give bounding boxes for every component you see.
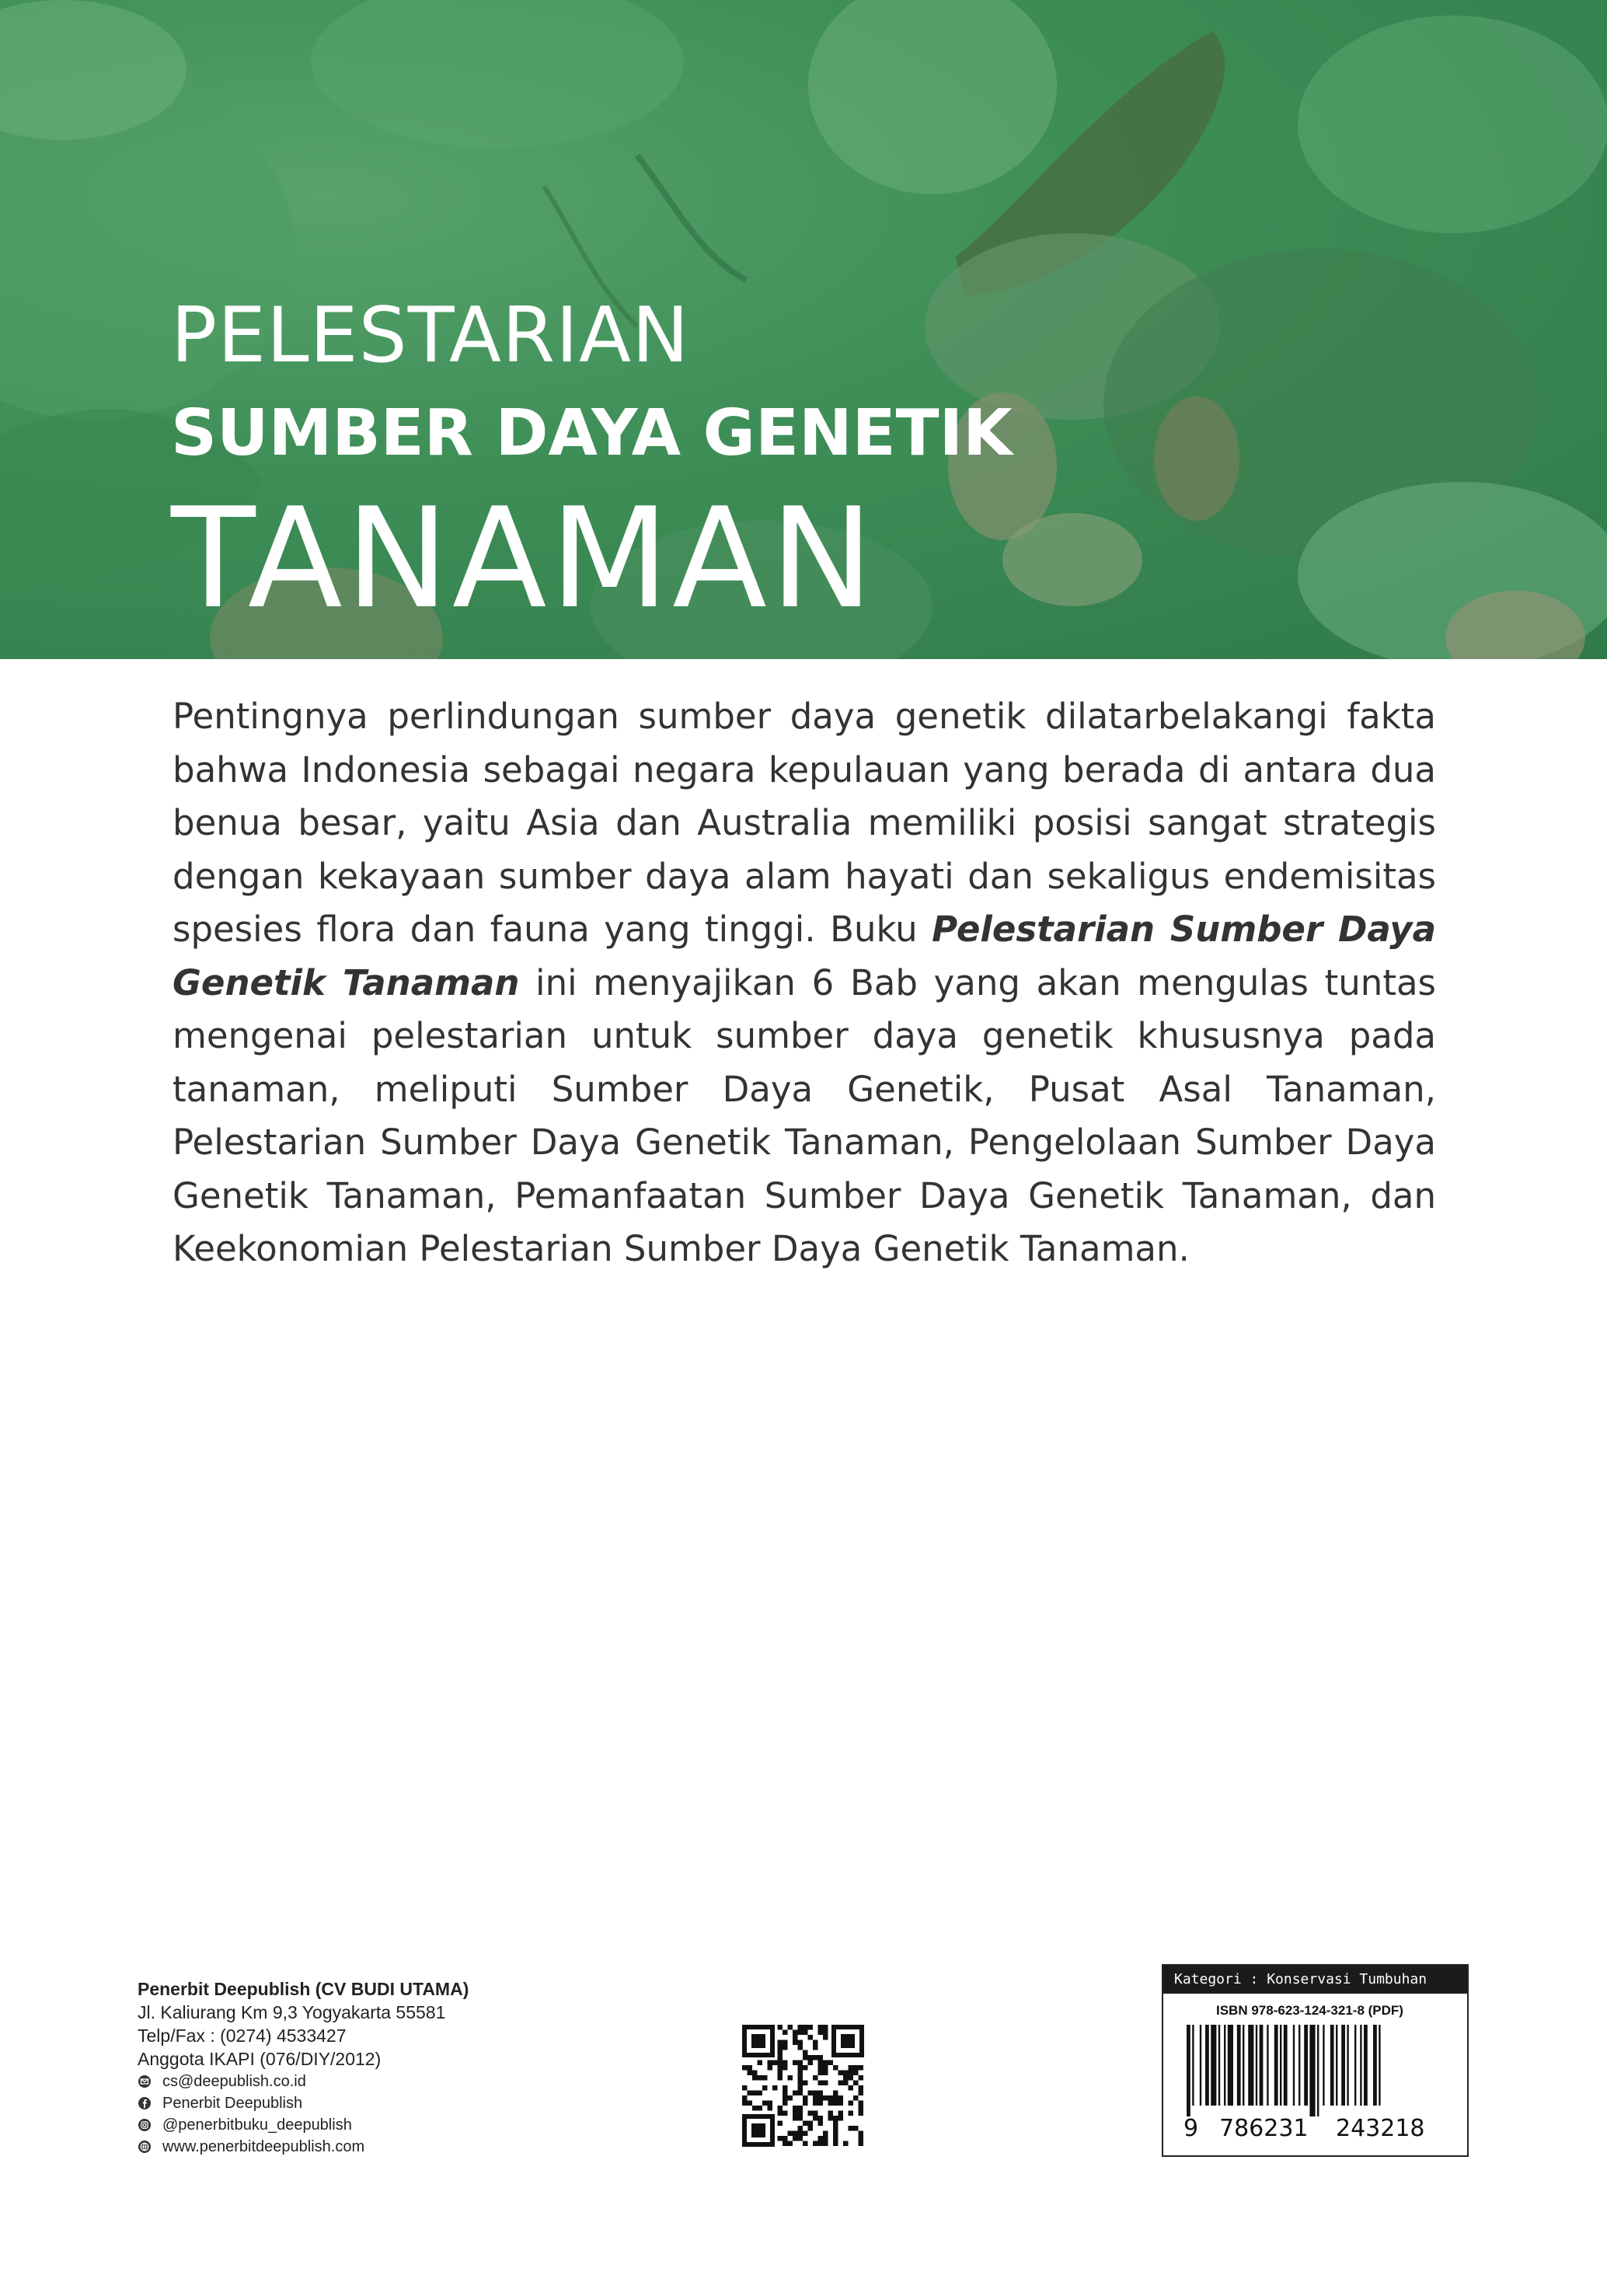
contact-email — [138, 2071, 469, 2092]
publisher-name: Penerbit Deepublish (CV BUDI UTAMA) — [138, 1979, 469, 1999]
publisher-address: Jl. Kaliurang Km 9,3 Yogyakarta 55581 — [138, 2002, 446, 2022]
qr-code — [742, 2025, 864, 2147]
title-line-1: PELESTARIAN — [171, 291, 690, 380]
contact-website — [138, 2136, 469, 2158]
cover-banner — [0, 0, 1607, 659]
book-description — [173, 690, 1436, 1276]
title-line-3: TANAMAN — [171, 478, 877, 639]
category-label: Kategori : Konservasi Tumbuhan — [1163, 1966, 1467, 1994]
publisher-phone: Telp/Fax : (0274) 4533427 — [138, 2026, 347, 2046]
facebook-text: Penerbit Deepublish — [162, 2095, 303, 2112]
instagram-icon — [138, 2118, 152, 2132]
description-emphasis: Pelestarian Sumber Daya Genetik Tanaman — [173, 909, 1436, 1003]
facebook-icon — [138, 2096, 152, 2110]
barcode — [1180, 2025, 1452, 2118]
email-icon — [138, 2074, 152, 2088]
email-text: cs@deepublish.co.id — [162, 2073, 306, 2090]
title-line-2: SUMBER DAYA GENETIK — [171, 396, 1013, 470]
website-text: www.penerbitdeepublish.com — [162, 2138, 365, 2155]
barcode-first-digit: 9 — [1183, 2115, 1199, 2142]
barcode-left-digits: 786231 — [1219, 2115, 1309, 2142]
contact-instagram — [138, 2114, 469, 2136]
contact-facebook — [138, 2092, 469, 2114]
description-part-2: ini menyajikan 6 Bab yang akan mengulas tuntas mengenai pelestarian untuk sumber daya genetik khususnya pada tanaman, meliputi Sumber Daya Genetik, Pusat Asal Tanaman, Pelestarian Sumber Daya Genetik Tanaman, Pengelolaan Sumber Daya Genetik Tanaman, Pemanfaatan Sumber Daya Genetik Tanaman, dan Keekonomian Pelestarian Sumber Daya Genetik Tanaman. — [173, 961, 1436, 1269]
publisher-info — [138, 1977, 469, 2158]
globe-icon — [138, 2140, 152, 2154]
isbn-text: ISBN 978-623-124-321-8 (PDF) — [1216, 2003, 1403, 2018]
barcode-right-digits: 243218 — [1336, 2115, 1425, 2142]
instagram-text: @penerbitbuku_deepublish — [162, 2116, 352, 2134]
publisher-ikapi: Anggota IKAPI (076/DIY/2012) — [138, 2049, 382, 2069]
description-part-1: Pentingnya perlindungan sumber daya genetik dilatarbelakangi fakta bahwa Indonesia sebagai negara kepulauan yang berada di antara dua benua besar, yaitu Asia dan Australia memiliki posisi sangat strategis dengan kekayaan sumber daya alam hayati dan sekaligus endemisitas spesies flora dan fauna yang tinggi. Buku — [173, 696, 1436, 950]
isbn-barcode-box — [1162, 1964, 1469, 2157]
